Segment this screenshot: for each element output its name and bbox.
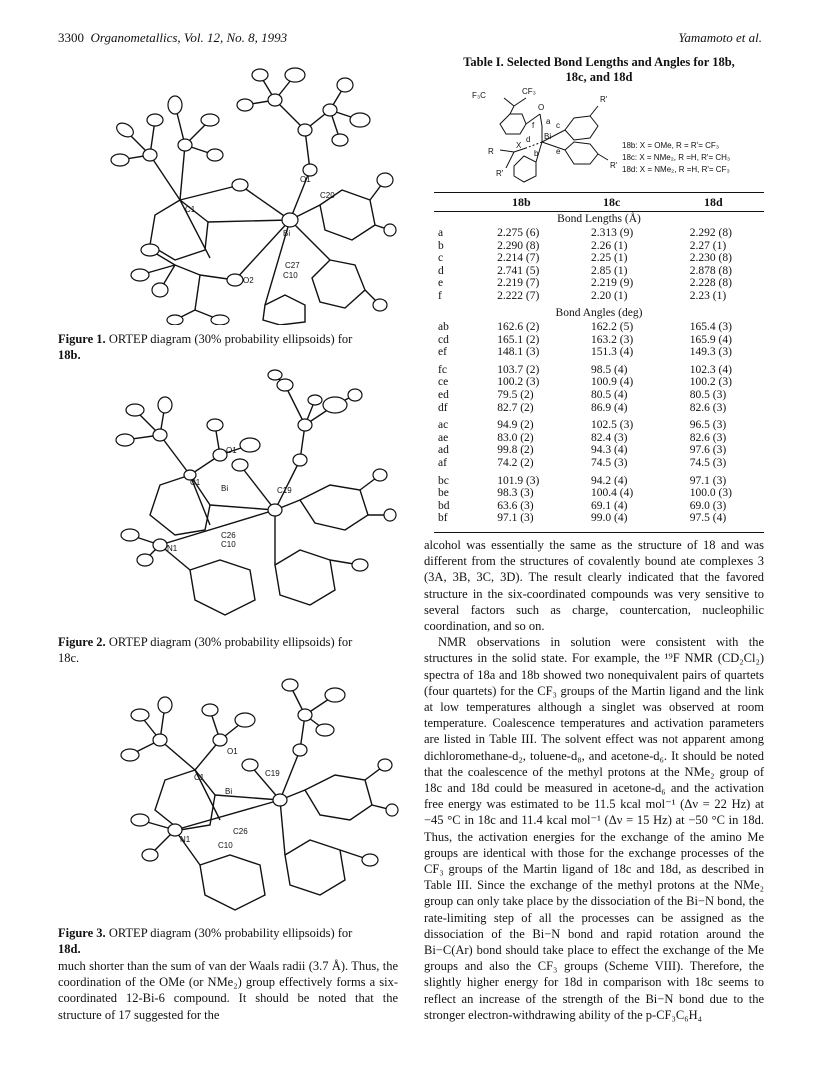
bond-label-cell: fc <box>438 363 447 376</box>
atom-label: Bi <box>283 229 291 238</box>
value-cell: 82.6 (3) <box>689 431 727 444</box>
value-cell: 69.0 (3) <box>689 499 727 512</box>
value-cell: 2.85 (1) <box>590 264 628 277</box>
left-column-text <box>58 958 398 1023</box>
bond-label-cell: bf <box>438 512 448 525</box>
value-cell: 2.219 (9) <box>590 277 634 290</box>
value-cell: 163.2 (3) <box>591 333 634 346</box>
table-row <box>434 359 764 377</box>
table-row <box>434 290 764 303</box>
value-cell: 74.5 (3) <box>591 456 628 469</box>
atom-label: O1 <box>227 747 238 756</box>
value-cell: 94.9 (2) <box>497 419 534 432</box>
table-header-rule <box>434 211 764 212</box>
column-header-18b: 18b <box>512 195 531 209</box>
bond-label-cell: ed <box>438 388 449 401</box>
value-cell: 2.219 (7) <box>497 277 540 290</box>
table-row <box>434 414 764 432</box>
table-row <box>434 457 764 470</box>
bond-label-cell: ef <box>438 346 447 359</box>
figure-1-ortep-diagram <box>80 50 400 325</box>
column-header-18c: 18c <box>603 195 621 209</box>
atom-label: N1 <box>180 835 191 844</box>
value-cell: 2.230 (8) <box>689 252 732 265</box>
table-row <box>434 240 764 253</box>
value-cell: 98.5 (4) <box>591 363 628 376</box>
value-cell: 94.2 (4) <box>591 474 628 487</box>
value-cell: 97.6 (3) <box>689 444 727 457</box>
bond-label-cell: e <box>438 277 444 290</box>
atom-label: Bi <box>221 484 229 493</box>
value-cell: 100.2 (3) <box>689 376 732 389</box>
atom-label: C19 <box>277 486 292 495</box>
scheme-label: Bi <box>544 132 552 141</box>
value-cell: 2.228 (8) <box>689 277 732 290</box>
value-cell: 2.214 (7) <box>497 252 540 265</box>
value-cell: 2.20 (1) <box>590 289 628 302</box>
figure-3-ortep-diagram <box>100 670 400 920</box>
value-cell: 2.26 (1) <box>590 239 628 252</box>
table-row <box>434 470 764 488</box>
table-title-line: Table I. Selected Bond Lengths and Angles for 18b, <box>463 55 735 69</box>
atom-label: C1 <box>185 205 196 214</box>
value-cell: 102.3 (4) <box>689 363 732 376</box>
value-cell: 2.23 (1) <box>689 289 727 302</box>
table-row <box>434 346 764 359</box>
section-heading-lengths: Bond Lengths (Å) <box>557 213 641 225</box>
atom-label: C10 <box>218 841 233 850</box>
bond-label-cell: ce <box>438 376 449 389</box>
bond-scheme-diagram <box>470 84 740 188</box>
figure-label: Figure 1. <box>58 332 106 346</box>
atom-label: Bi <box>225 787 233 796</box>
bond-label-cell: df <box>438 401 448 414</box>
value-cell: 96.5 (3) <box>689 419 727 432</box>
value-cell: 2.292 (8) <box>689 227 732 239</box>
scheme-label: R' <box>610 161 618 170</box>
bond-label-cell: be <box>438 487 449 500</box>
atom-label: C20 <box>320 191 335 200</box>
value-cell: 80.5 (3) <box>689 388 727 401</box>
value-cell: 2.222 (7) <box>497 289 540 302</box>
value-cell: 2.290 (8) <box>497 239 540 252</box>
table-row <box>434 252 764 265</box>
scheme-label: d <box>526 135 531 144</box>
table-row <box>434 500 764 513</box>
table-bottom-rule <box>434 532 764 533</box>
value-cell: 2.741 (5) <box>497 264 540 277</box>
value-cell: 94.3 (4) <box>591 444 628 457</box>
table-row <box>434 334 764 347</box>
value-cell: 74.2 (2) <box>497 456 534 469</box>
value-cell: 162.2 (5) <box>591 321 634 333</box>
bond-label-cell: ac <box>438 419 449 432</box>
atom-label: C1 <box>194 773 205 782</box>
scheme-label: CF₃ <box>522 87 536 96</box>
figure-label: Figure 2. <box>58 635 106 649</box>
table-row <box>434 265 764 278</box>
figure-1-caption <box>58 331 388 363</box>
table-top-rule <box>434 192 764 193</box>
atom-label: C10 <box>221 540 236 549</box>
scheme-label: R' <box>600 95 608 104</box>
section-heading-angles: Bond Angles (deg) <box>555 307 643 319</box>
scheme-label: b <box>534 149 539 158</box>
bond-label-cell: a <box>438 227 444 239</box>
caption-text: ORTEP diagram (30% probability ellipsoids) for <box>108 332 353 346</box>
value-cell: 165.4 (3) <box>689 321 732 333</box>
scheme-label: e <box>556 147 561 156</box>
scheme-label: F₃C <box>472 91 486 100</box>
value-cell: 151.3 (4) <box>591 346 634 359</box>
figure-2-caption <box>58 634 388 666</box>
bond-label-cell: b <box>438 239 444 252</box>
table-title-line: 18c, and 18d <box>565 70 633 84</box>
scheme-label: c <box>556 121 560 130</box>
value-cell: 2.275 (6) <box>497 227 540 239</box>
column-header-18d: 18d <box>704 195 723 209</box>
value-cell: 99.0 (4) <box>591 512 628 525</box>
value-cell: 100.0 (3) <box>689 487 732 500</box>
value-cell: 97.5 (4) <box>689 512 727 525</box>
right-column-text <box>424 537 764 1023</box>
value-cell: 97.1 (3) <box>689 474 727 487</box>
scheme-label: O <box>538 103 545 112</box>
atom-label: C27 <box>285 261 300 270</box>
atom-label: N1 <box>167 544 178 553</box>
bond-label-cell: ab <box>438 321 449 333</box>
value-cell: 165.9 (4) <box>689 333 732 346</box>
value-cell: 165.1 (2) <box>497 333 540 346</box>
value-cell: 100.2 (3) <box>497 376 540 389</box>
table-title <box>434 55 764 85</box>
compound-label: 18d. <box>58 942 81 956</box>
value-cell: 86.9 (4) <box>591 401 628 414</box>
value-cell: 100.4 (4) <box>591 487 634 500</box>
value-cell: 2.878 (8) <box>689 264 732 277</box>
bond-label-cell: af <box>438 456 447 469</box>
bond-label-cell: cd <box>438 333 449 346</box>
value-cell: 79.5 (2) <box>497 388 534 401</box>
table-row <box>434 227 764 240</box>
atom-label: O1 <box>300 175 311 184</box>
bond-label-cell: d <box>438 264 444 277</box>
value-cell: 69.1 (4) <box>591 499 628 512</box>
bond-label-cell: ad <box>438 444 449 457</box>
value-cell: 103.7 (2) <box>497 363 540 376</box>
scheme-legend-line: 18b: X = OMe, R = R'= CF₃ <box>622 141 720 150</box>
caption-text: ORTEP diagram (30% probability ellipsoids) for <box>108 926 353 940</box>
table-row <box>434 321 764 334</box>
value-cell: 98.3 (3) <box>497 487 534 500</box>
scheme-label: R <box>488 147 494 156</box>
bond-label-cell: c <box>438 252 444 265</box>
atom-label: C26 <box>233 827 248 836</box>
figure-label: Figure 3. <box>58 926 106 940</box>
journal-citation: Organometallics, Vol. 12, No. 8, 1993 <box>90 30 288 45</box>
body-paragraph: much shorter than the sum of van der Waals radii (3.7 Å). Thus, the coordination of the OMe (or NMe₂) group effectively forms a six-coordinated 12-Bi-6 compound. It should be noted that the structure of 17 suggested for the <box>58 959 398 1022</box>
value-cell: 101.9 (3) <box>497 474 540 487</box>
bond-label-cell: ae <box>438 431 449 444</box>
value-cell: 83.0 (2) <box>497 431 534 444</box>
body-paragraph: alcohol was essentially the same as the structure of 18 and was different from the structures of covalently bound ate complexes 3 (3A, 3B, 3C, 3D). The result clearly indicated that the favored structure in the six-coordinated compounds was very sensitive to several factors such as charge, countercation, nucleophilic coordination, and so on. <box>424 538 764 634</box>
value-cell: 97.1 (3) <box>497 512 534 525</box>
value-cell: 2.313 (9) <box>590 227 634 239</box>
running-header-authors: Yamamoto et al. <box>678 30 762 45</box>
figure-2-ortep-diagram <box>100 365 400 630</box>
table-row <box>434 512 764 525</box>
bond-label-cell: f <box>438 289 442 302</box>
value-cell: 74.5 (3) <box>689 456 727 469</box>
scheme-label: R' <box>496 169 504 178</box>
value-cell: 102.5 (3) <box>591 419 634 432</box>
table-row <box>434 487 764 500</box>
table-row <box>434 402 764 415</box>
value-cell: 99.8 (2) <box>497 444 534 457</box>
scheme-label: a <box>546 117 551 126</box>
value-cell: 82.6 (3) <box>689 401 727 414</box>
caption-text: ORTEP diagram (30% probability ellipsoids) for <box>108 635 353 649</box>
scheme-label: f <box>532 121 535 130</box>
table-row <box>434 376 764 389</box>
value-cell: 148.1 (3) <box>497 346 540 359</box>
value-cell: 162.6 (2) <box>497 321 540 333</box>
table-row <box>434 389 764 402</box>
figure-3-caption <box>58 925 388 957</box>
bond-label-cell: bd <box>438 499 450 512</box>
scheme-legend-line: 18d: X = NMe₂, R =H, R'= CF₃ <box>622 165 730 174</box>
value-cell: 63.6 (3) <box>497 499 534 512</box>
body-paragraph: NMR observations in solution were consistent with the structures in the solid state. For example, the ¹⁹F NMR (CD₂Cl₂) spectra of 18a and 18b showed two nonequivalent pairs of quartets (four quartets) for the CF₃ groups of the Martin ligand and the link at low temperatures although a singlet was observed at room temperature. Coalescence temperatures and activation parameters are listed in Table III. The solvent effect was not apparent among dichloromethane-d₂, toluene-d₈, and acetone-d₆. It should be noted that the coalescence of the methyl protons at the NMe₂ group of 18c and 18d could be measured in acetone-d₆ and the activation free energy was estimated to be 11.5 kcal mol⁻¹ (Δν = 22 Hz) at −45 °C in 18c and 11.4 kcal mol⁻¹ (Δν = 15 Hz) at −50 °C in 18d. Thus, the activation energies for the exchange of the amino Me groups are identical with those for the exchange processes of the CF₃ groups of the Martin ligand of 18c and 18d, as described in Table III. Since the exchange of the methyl protons at the NMe₂ group can only take place by the dissociation of the Bi−N bond, the rate-limiting step of all the processes can be assigned as the dissociation of the Bi−N bond and rapid rotation around the Bi−C(Ar) bond should take place to effect the exchange of the Me groups and also the CF₃ groups (Scheme VIII). Therefore, the slightly higher energy for 18d in comparison with 18c seems to reflect an increase of the strength of the Bi−N bond due to the stronger electron-withdrawing ability of the p-CF₃C₆H₄ <box>424 635 764 1022</box>
scheme-label: X <box>516 141 522 150</box>
table-row <box>434 432 764 445</box>
value-cell: 80.5 (4) <box>591 388 628 401</box>
value-cell: 82.7 (2) <box>497 401 534 414</box>
value-cell: 2.25 (1) <box>590 252 628 265</box>
running-header-left <box>58 30 287 46</box>
atom-label: C10 <box>283 271 298 280</box>
page-number: 3300 <box>58 30 84 45</box>
atom-label: C19 <box>265 769 280 778</box>
atom-label: C26 <box>221 531 236 540</box>
compound-label: 18c. <box>58 651 80 665</box>
bond-label-cell: bc <box>438 474 449 487</box>
scheme-legend-line: 18c: X = NMe₂, R =H, R'= CH₃ <box>622 153 731 162</box>
table-row <box>434 277 764 290</box>
value-cell: 82.4 (3) <box>591 431 628 444</box>
table-row <box>434 444 764 457</box>
compound-label: 18b. <box>58 348 81 362</box>
value-cell: 100.9 (4) <box>591 376 634 389</box>
atom-label: O1 <box>226 446 237 455</box>
value-cell: 149.3 (3) <box>689 346 732 359</box>
value-cell: 2.27 (1) <box>689 239 727 252</box>
atom-label: O2 <box>243 276 254 285</box>
bond-lengths-table <box>434 227 764 303</box>
bond-angles-table <box>434 321 764 525</box>
atom-label: C1 <box>190 478 201 487</box>
